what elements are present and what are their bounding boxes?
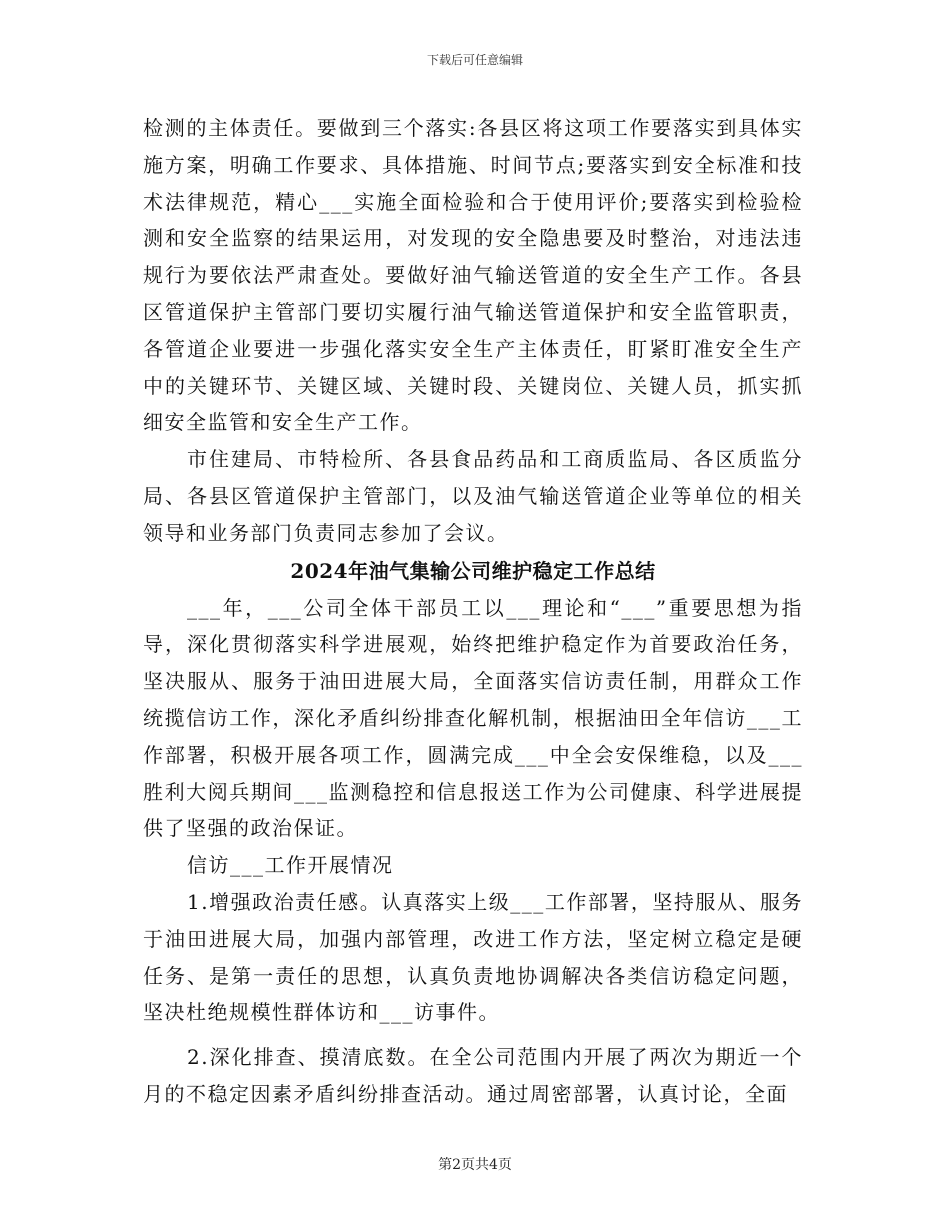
paragraph-annual-summary: ___年，___公司全体干部员工以___理论和“___”重要思想为指导，深化贯彻落实科学进展观，始终把维护稳定作为首要政治任务，坚决服从、服务于油田进展大局，全面落实信访责任制，用群众工作统揽信访工作，深化矛盾纠纷排查化解机制，根据油田全年信访___工作部署，积极开展各项工作，圆满完成___中全会安保维稳，以及___胜利大阅兵期间___监测稳控和信息报送工作为公司健康、科学进展提供了坚强的政治保证。 <box>143 595 803 841</box>
paragraph-inspection-responsibility: 检测的主体责任。要做到三个落实:各县区将这项工作要落实到具体实施方案，明确工作要求、具体措施、时间节点;要落实到安全标准和技术法律规范，精心___实施全面检验和合于使用评价;要落实到检验检测和安全监察的结果运用，对发现的安全隐患要及时整治，对违法违规行为要依法严肃查处。要做好油气输送管道的安全生产工作。各县区管道保护主管部门要切实履行油气输送管道保护和安全监管职责，各管道企业要进一步强化落实安全生产主体责任，盯紧盯准安全生产中的关键环节、关键区域、关键时段、关键岗位、关键人员，抓实抓细安全监管和安全生产工作。 <box>143 116 803 435</box>
page-number: 第2页共4页 <box>438 1157 512 1173</box>
document-title: 2024年油气集输公司维护稳定工作总结 <box>290 558 656 583</box>
section-heading-petition-work: 信访___工作开展情况 <box>187 853 394 878</box>
paragraph-meeting-attendees: 市住建局、市特检所、各县食品药品和工商质监局、各区质监分局、各县区管道保护主管部门，以及油气输送管道企业等单位的相关领导和业务部门负责同志参加了会议。 <box>143 447 803 545</box>
document-body <box>143 110 803 1113</box>
page-header-note: 下载后可任意编辑 <box>426 53 523 67</box>
paragraph-item-2: 2.深化排查、摸清底数。在全公司范围内开展了两次为期近一个月的不稳定因素矛盾纠纷排查活动。通过周密部署，认真讨论，全面 <box>143 1045 803 1106</box>
paragraph-item-1: 1.增强政治责任感。认真落实上级___工作部署，坚持服从、服务于油田进展大局，加强内部管理，改进工作方法，坚定树立稳定是硬任务、是第一责任的思想，认真负责地协调解决各类信访稳定问题，坚决杜绝规模性群体访和___访事件。 <box>143 889 803 1025</box>
